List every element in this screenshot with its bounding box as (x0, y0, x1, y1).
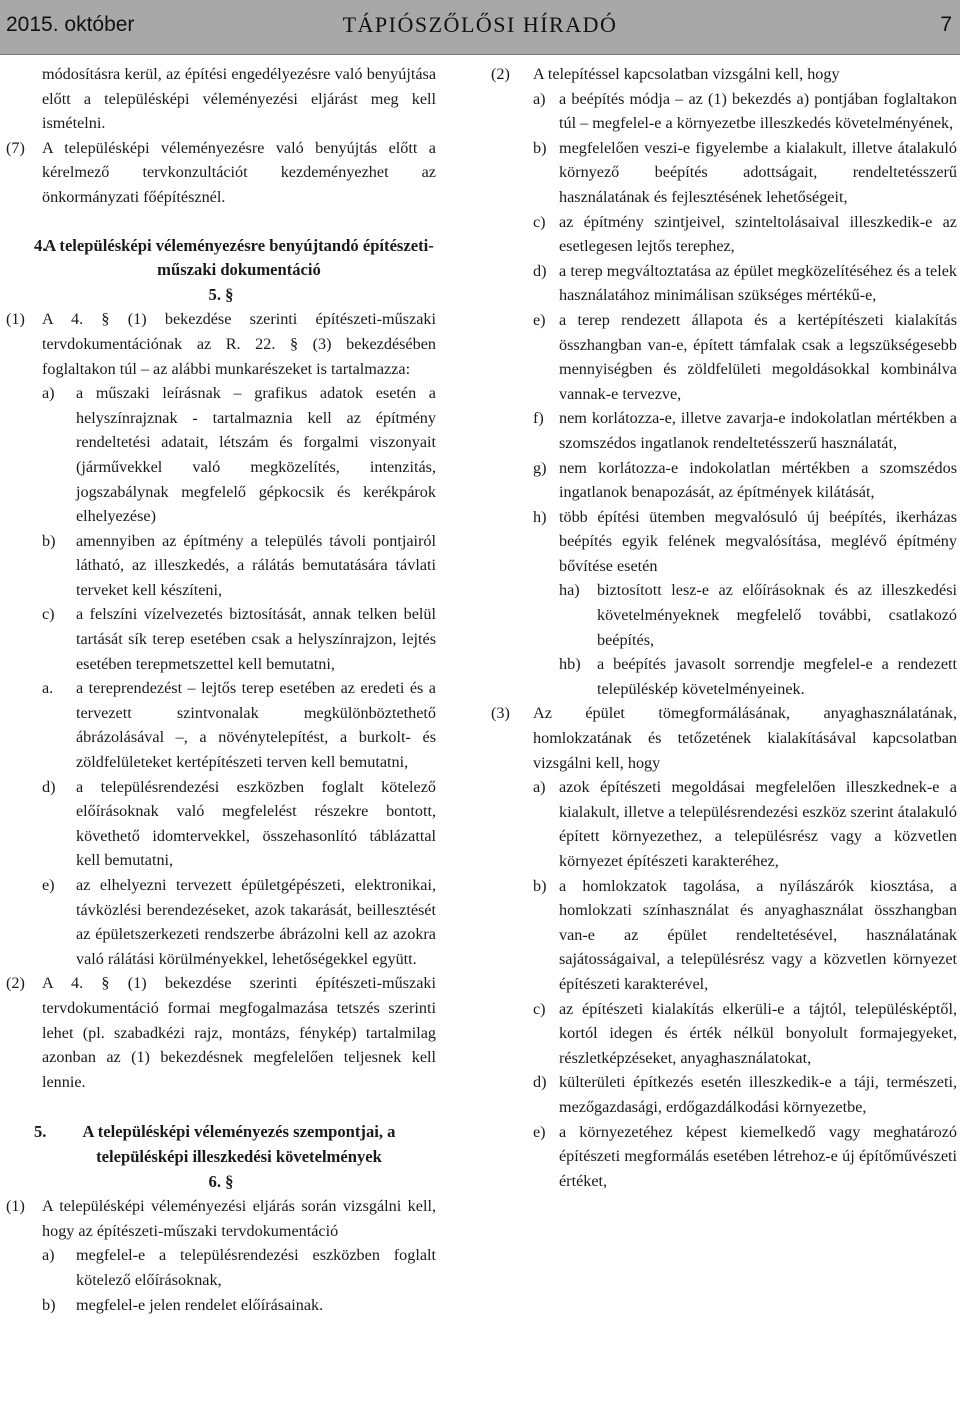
section-heading-4 (6, 234, 436, 283)
paragraph-text: A telepítéssel kapcsolatban vizsgálni kell, hogy (533, 65, 840, 83)
paragraph-text: A településképi véleményezési eljárás során vizsgálni kell, hogy az építészeti-műszaki tervdokumentáció (42, 1197, 436, 1240)
paragraph-1 (6, 1194, 436, 1243)
paragraph-text: Az épület tömegformálásának, anyaghasználatának, homlokzatának és tetőzetének kialakításával kapcsolatban vizsgálni kell, hogy (533, 704, 957, 772)
list-item (491, 308, 957, 406)
publication-title: TÁPIÓSZŐLŐSI HÍRADÓ (342, 12, 618, 37)
list-item-label: f) (533, 409, 544, 428)
list-item-text: megfelel-e jelen rendelet előírásainak. (76, 1295, 324, 1314)
paragraph-3 (491, 701, 957, 775)
paragraph-label: (2) (6, 974, 25, 993)
list-item-text: a környezetéhez képest kiemelkedő vagy meghatározó építészeti megformálás esetében létrehoz-e új építőművészeti értéket, (559, 1122, 957, 1190)
list-item (491, 456, 957, 505)
paragraph-label: (1) (6, 310, 25, 329)
section-paragraph-mark: 5. § (208, 284, 234, 304)
list-item-label: b) (42, 531, 56, 550)
list-item-text: a felszíni vízelvezetés biztosítását, annak telken belül tartását sík terep esetében csak a helyszínrajzon, lejtés esetében terepmetszettel kell bemutatni, (76, 605, 436, 673)
list-item (6, 873, 436, 971)
paragraph-label: (7) (6, 138, 25, 157)
list-item-label: a) (533, 89, 546, 108)
list-item-label: a. (42, 679, 54, 698)
list-item (6, 381, 436, 529)
list-item (6, 1293, 436, 1318)
list-item (6, 529, 436, 603)
list-item-text: a településrendezési eszközben foglalt kötelező előírásoknak való megfelelést részekre bontott, követhető idomtervekkel, összehasonlító táblázattal kell bemutatni, (76, 777, 436, 870)
list-item-text: a beépítés javasolt sorrendje megfelel-e a rendezett településkép követelményeinek. (597, 655, 957, 698)
section-number: 4. (34, 235, 47, 255)
paragraph-text: A 4. § (1) bekezdése szerinti építészeti-műszaki tervdokumentációnak az R. 22. § (3) bekezdésében foglaltakon túl – az alábbi munkarészeket is tartalmazza: (42, 310, 436, 378)
paragraph-label: (1) (6, 1197, 25, 1216)
list-item-text: biztosított lesz-e az előírásoknak és az illeszkedési követelményeknek megfelelő további, csatlakozó beépítés, (597, 581, 957, 649)
paragraph-2 (491, 62, 957, 87)
section-title: A településképi véleményezésre benyújtandó építészeti-műszaki dokumentáció (44, 235, 434, 280)
list-item (491, 775, 957, 873)
list-item (491, 136, 957, 210)
list-item-text: a homlokzatok tagolása, a nyílászárók kiosztása, a homlokzati színhasználat és anyaghasználat összhangban van-e az épület rendeltetésével, használatának sajátosságaival, a településrész vagy a közvetlen környezet építészeti karakterével, (559, 876, 957, 993)
list-item-label: a) (42, 384, 55, 403)
continued-paragraph: módosításra kerül, az építési engedélyezésre való benyújtása előtt a településképi véleményezési eljárást meg kell ismételni. (42, 65, 436, 133)
list-item-text: megfelelően veszi-e figyelembe a kialakult, illetve átalakuló környező beépítés adottságait, rendeltetésszerű használatának és fejlesztésének lehetőségeit, (559, 138, 957, 206)
paragraph-text: A 4. § (1) bekezdése szerinti építészeti-műszaki tervdokumentáció formai megfogalmazása tetszés szerinti lehet (pl. szabadkézi rajz, montázs, fénykép) tartalmilag azonban az (1) bekezdésnek megfelelően teljesnek kell lennie. (42, 974, 436, 1091)
list-item-text: külterületi építkezés esetén illeszkedik-e a táji, természeti, mezőgazdasági, erdőgazdálkodási környezetbe, (559, 1073, 957, 1116)
paragraph-1 (6, 307, 436, 381)
list-item-label: c) (42, 605, 55, 624)
right-column (491, 62, 957, 1193)
list-item-text: az elhelyezni tervezett épületgépészeti, elektronikai, távközlési berendezéseket, azok takarását, beillesztését az épületszerkezeti rendszerbe ábrázolni kell az azokra való rálátási körülményekkel, lehetőségekkel együtt. (76, 876, 436, 968)
paragraph-text: A településképi véleményezésre való benyújtás előtt a kérelmező tervkonzultációt kezdeményezhet az önkormányzati főépítésznél. (42, 138, 436, 206)
list-item-label: d) (533, 261, 547, 280)
list-item-label: e) (42, 876, 55, 894)
sub-list-item (491, 578, 957, 652)
section-number: 5. (34, 1122, 47, 1142)
list-item (491, 874, 957, 997)
list-item (491, 1070, 957, 1119)
list-item (491, 210, 957, 259)
list-item-label: c) (533, 999, 546, 1018)
section-paragraph-mark: 6. § (208, 1171, 234, 1191)
list-item (491, 259, 957, 308)
list-item (6, 1243, 436, 1292)
page-header (0, 0, 960, 55)
list-item (6, 602, 436, 676)
paragraph-7 (6, 136, 436, 210)
list-item-text: megfelel-e a településrendezési eszközben foglalt kötelező előírásoknak, (76, 1246, 436, 1289)
list-item (491, 505, 957, 579)
list-item-text: amennyiben az építmény a település távoli pontjairól látható, az illeszkedés, a rálátás bemutatására távlati terveket kell készíteni, (76, 531, 436, 599)
section-title: A településképi véleményezés szempontjai, a településképi illeszkedési követelmények (82, 1122, 396, 1166)
paragraph-2 (6, 971, 436, 1094)
list-item-text: az építészeti kialakítás elkerüli-e a tájtól, településképtől, kortól idegen és érték nélkül bonyolult formajegyeket, részletképzéseket, anyaghasználatokat, (559, 999, 957, 1067)
list-item-label: e) (533, 310, 546, 329)
list-item-text: a beépítés módja – az (1) bekezdés a) pontjában foglaltakon túl – megfelel-e a környezetbe illeszkedés követelményének, (559, 89, 957, 133)
list-item-text: az építmény szintjeivel, szinteltolásaival illeszkedik-e az esetlegesen lejtős terephez, (559, 212, 957, 256)
list-item-text: azok építészeti megoldásai megfelelően illeszkednek-e a kialakult, illetve a településrendezési eszköz szerint átalakuló épített környezethez, a településrész vagy a közvetlen környezet építészeti karakteréhez, (559, 778, 957, 870)
list-item-label: c) (533, 212, 546, 231)
list-item (6, 775, 436, 873)
list-item-label: e) (533, 1122, 546, 1141)
list-item-label: a) (42, 1246, 55, 1265)
issue-date: 2015. október (6, 13, 135, 36)
left-column (6, 62, 436, 1317)
list-item-text: a terep megváltoztatása az épület megközelítéséhez és a telek használatához minimálisan szükséges mértékű-e, (559, 261, 957, 305)
list-item-text: a műszaki leírásnak – grafikus adatok esetén a helyszínrajznak - tartalmaznia kell az építmény rendeltetési adatait, létszám és forgalmi viszonyait (járművekkel való megközelítés, intenzitás, jogszabálynak megfelelő gépkocsik és kerékpárok elhelyezése) (76, 384, 436, 526)
list-item-label: b) (533, 138, 547, 157)
list-item-text: a tereprendezést – lejtős terep esetében az eredeti és a tervezett szintvonalak megkülönböztethető ábrázolásával –, a növénytelepítést, a burkolt- és zöldfelületeket kertépítészeti terven kell bemutatni, (76, 679, 436, 772)
list-item (491, 406, 957, 455)
list-item-label: b) (533, 876, 547, 895)
list-item-label: b) (42, 1295, 56, 1314)
list-item-label: d) (533, 1073, 547, 1092)
list-item-text: nem korlátozza-e, illetve zavarja-e indokolatlan mértékben a szomszédos ingatlanok rendeltetésszerű használatát, (559, 409, 957, 452)
list-item-label: d) (42, 777, 56, 796)
list-item (491, 997, 957, 1071)
list-item-label: g) (533, 458, 547, 477)
paragraph-label: (3) (491, 704, 510, 723)
paragraph-label: (2) (491, 65, 510, 83)
list-item-label: h) (533, 507, 547, 526)
page-number: 7 (940, 13, 952, 36)
list-item (6, 676, 436, 774)
list-item-text: a terep rendezett állapota és a kertépítészeti kialakítás összhangban van-e, épített támfalak csak a legszükségesebb mennyiségben és zöldfelületi megoldásokkal kombinálva vannak-e tervezve, (559, 310, 957, 403)
list-item-text: több építési ütemben megvalósuló új beépítés, ikerházas beépítés egyik felének megvalósítása, meglévő építmény bővítése esetén (559, 507, 957, 575)
list-item (491, 87, 957, 136)
list-item-label: a) (533, 778, 546, 797)
section-heading-5 (6, 1120, 436, 1169)
list-item-label: hb) (559, 655, 581, 674)
list-item-label: ha) (559, 581, 580, 600)
list-item-text: nem korlátozza-e indokolatlan mértékben a szomszédos ingatlanok benapozását, az építmények kilátását, (559, 458, 957, 502)
list-item (491, 1120, 957, 1194)
sub-list-item (491, 652, 957, 701)
